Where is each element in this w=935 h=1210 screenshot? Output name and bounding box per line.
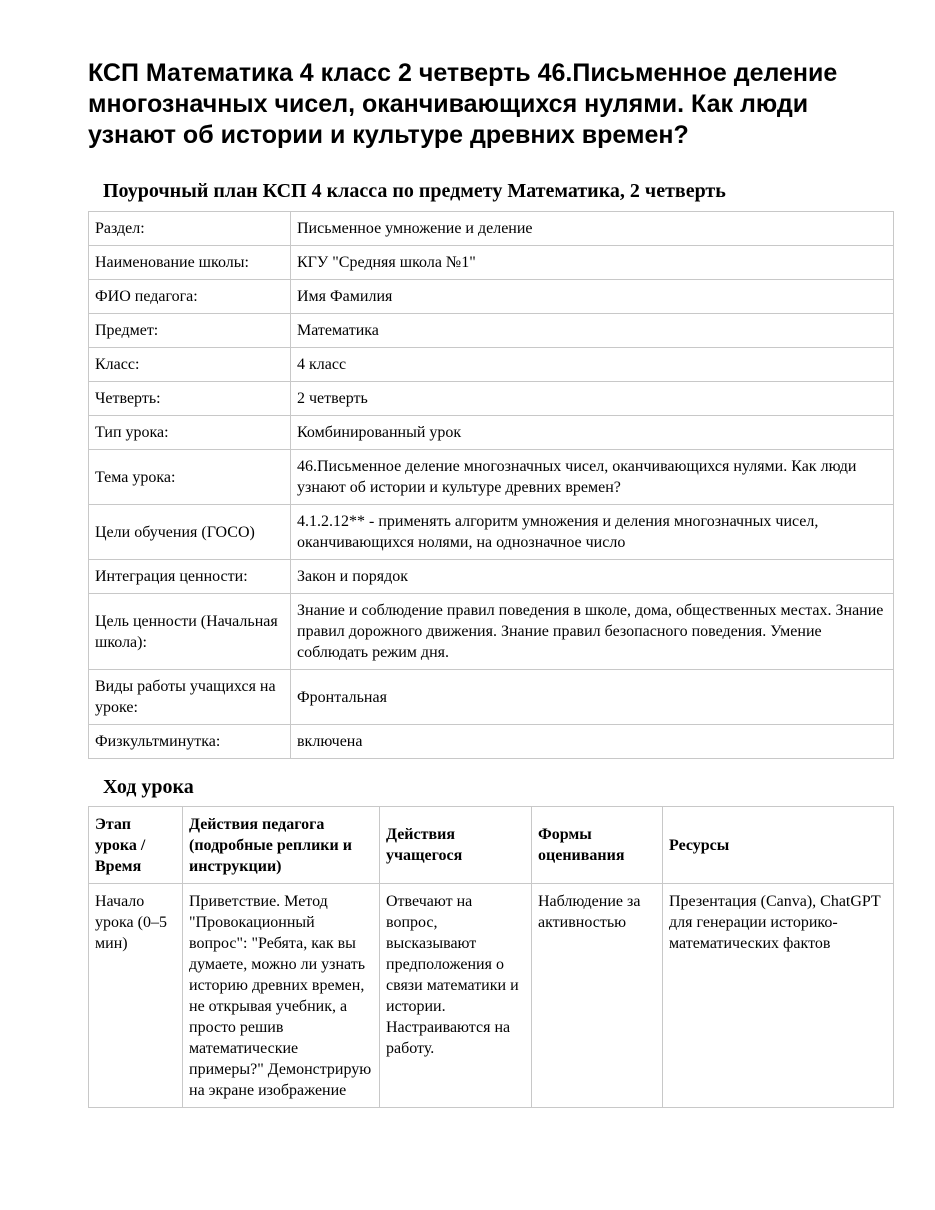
column-header: Формы оценивания [532, 807, 663, 884]
row-label: Цели обучения (ГОСО) [89, 505, 291, 560]
table-row [89, 594, 894, 670]
row-value: Закон и порядок [291, 560, 894, 594]
row-label: Физкультминутка: [89, 725, 291, 759]
student-actions-cell: Отвечают на вопрос, высказывают предположения о связи математики и истории. Настраиваются на работу. [380, 884, 532, 1108]
row-label: Интеграция ценности: [89, 560, 291, 594]
row-value: включена [291, 725, 894, 759]
column-header: Действия учащегося [380, 807, 532, 884]
plan-info-table [88, 211, 894, 759]
row-label: Тип урока: [89, 416, 291, 450]
assessment-cell: Наблюдение за активностью [532, 884, 663, 1108]
row-value: Фронтальная [291, 670, 894, 725]
row-value: 2 четверть [291, 382, 894, 416]
table-row [89, 246, 894, 280]
lesson-table [88, 806, 894, 1108]
row-value: 4 класс [291, 348, 894, 382]
row-label: Наименование школы: [89, 246, 291, 280]
row-value: Имя Фамилия [291, 280, 894, 314]
table-row [89, 884, 894, 1108]
lesson-heading: Ход урока [103, 776, 194, 798]
row-value: 46.Письменное деление многозначных чисел, оканчивающихся нулями. Как люди узнают об истории и культуре древних времен? [291, 450, 894, 505]
row-label: ФИО педагога: [89, 280, 291, 314]
row-label: Класс: [89, 348, 291, 382]
column-header: Действия педагога (подробные реплики и инструкции) [183, 807, 380, 884]
row-label: Виды работы учащихся на уроке: [89, 670, 291, 725]
table-header-row [89, 807, 894, 884]
plan-heading: Поурочный план КСП 4 класса по предмету Математика, 2 четверть [103, 180, 726, 202]
table-row [89, 280, 894, 314]
row-label: Тема урока: [89, 450, 291, 505]
table-row [89, 725, 894, 759]
row-label: Предмет: [89, 314, 291, 348]
document-title: КСП Математика 4 класс 2 четверть 46.Письменное деление многозначных чисел, оканчивающихся нулями. Как люди узнают об истории и культуре древних времен? [88, 59, 838, 149]
row-value: Знание и соблюдение правил поведения в школе, дома, общественных местах. Знание правил дорожного движения. Знание правил безопасного поведения. Умение соблюдать режим дня. [291, 594, 894, 670]
stage-cell: Начало урока (0–5 мин) [89, 884, 183, 1108]
resources-cell: Презентация (Canva), ChatGPT для генерации историко-математических фактов [663, 884, 894, 1108]
document-page [88, 58, 893, 1108]
table-row [89, 416, 894, 450]
table-row [89, 560, 894, 594]
table-row [89, 670, 894, 725]
row-value: Письменное умножение и деление [291, 212, 894, 246]
column-header: Этап урока / Время [89, 807, 183, 884]
table-row [89, 348, 894, 382]
table-row [89, 450, 894, 505]
table-row [89, 314, 894, 348]
row-value: Математика [291, 314, 894, 348]
row-label: Цель ценности (Начальная школа): [89, 594, 291, 670]
table-row [89, 212, 894, 246]
table-row [89, 382, 894, 416]
teacher-actions-cell: Приветствие. Метод "Провокационный вопрос": "Ребята, как вы думаете, можно ли узнать историю древних времен, не открывая учебник, а просто решив математические примеры?" Демонстрирую на экране изображение [183, 884, 380, 1108]
row-value: КГУ "Средняя школа №1" [291, 246, 894, 280]
row-label: Четверть: [89, 382, 291, 416]
column-header: Ресурсы [663, 807, 894, 884]
row-value: 4.1.2.12** - применять алгоритм умножения и деления многозначных чисел, оканчивающихся нолями, на однозначное число [291, 505, 894, 560]
table-row [89, 505, 894, 560]
row-label: Раздел: [89, 212, 291, 246]
row-value: Комбинированный урок [291, 416, 894, 450]
